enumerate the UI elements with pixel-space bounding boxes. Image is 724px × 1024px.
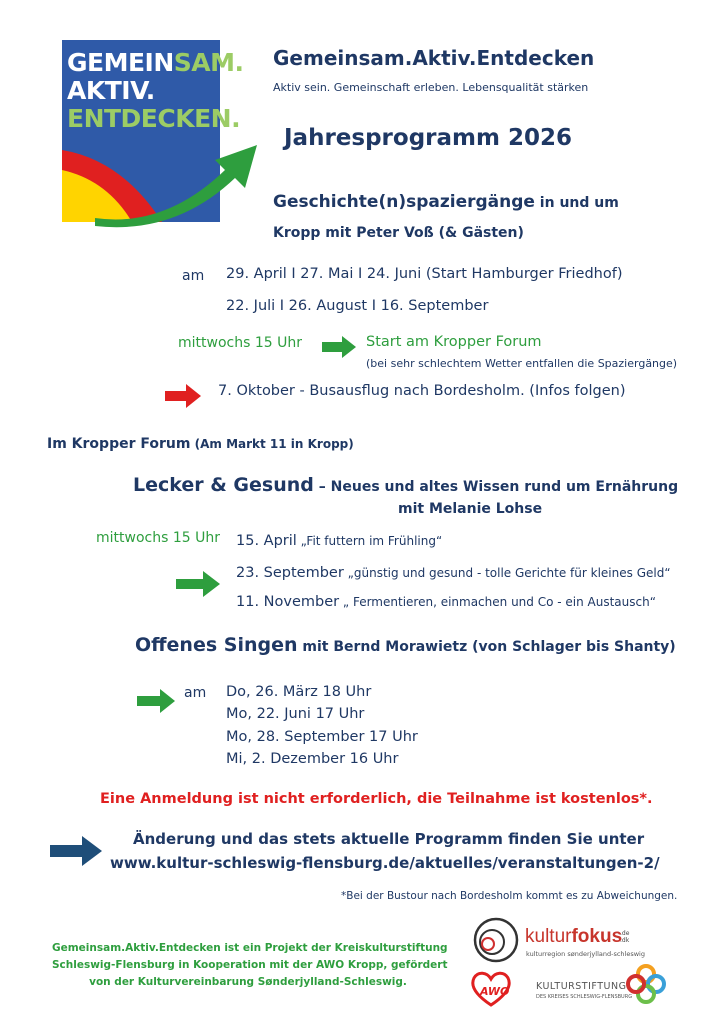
kulturfokus-tld: .dk (620, 937, 630, 944)
kulturfokus-circle-icon (472, 916, 522, 964)
arrow-right-green-icon (176, 571, 220, 597)
walks-start: Start am Kropper Forum (366, 334, 542, 350)
footer-line: von der Kulturvereinbarung Sønderjylland-Schleswig. (89, 976, 407, 988)
footer-line: Gemeinsam.Aktiv.Entdecken ist ein Projekt der Kreiskulturstiftung (52, 942, 448, 954)
singen-date-3: Mo, 28. September 17 Uhr (226, 729, 418, 745)
lecker-event-topic: „günstig und gesund - tolle Gerichte für kleines Geld“ (343, 566, 671, 580)
walks-dates-line1: 29. April I 27. Mai I 24. Juni (Start Hamburger Friedhof) (226, 266, 623, 282)
singen-date-1: Do, 26. März 18 Uhr (226, 684, 372, 700)
forum-address: (Am Markt 11 in Kropp) (190, 437, 354, 451)
awo-text: AWO (480, 985, 510, 998)
walks-heading-line2: Kropp mit Peter Voß (& Gästen) (273, 225, 524, 241)
footer-line: Schleswig-Flensburg in Kooperation mit der AWO Kropp, gefördert (52, 959, 448, 971)
walks-heading-main: Geschichte(n)spaziergänge (273, 192, 535, 212)
singen-date-2: Mo, 22. Juni 17 Uhr (226, 706, 365, 722)
lecker-event-date: 15. April (236, 533, 297, 549)
lecker-with: mit Melanie Lohse (398, 501, 543, 517)
walks-dates-line2: 22. Juli I 26. August I 16. September (226, 298, 489, 314)
lecker-heading (133, 474, 678, 496)
arrow-right-green-icon (322, 336, 356, 358)
logo-text-entdecken: ENTDECKEN. (67, 104, 241, 133)
footer-text (52, 940, 448, 991)
singen-date-4: Mi, 2. Dezember 16 Uhr (226, 751, 399, 767)
page-title: Gemeinsam.Aktiv.Entdecken (273, 46, 595, 70)
kulturfokus-logo (472, 916, 672, 964)
walks-heading (273, 192, 619, 212)
walks-weekday: mittwochs 15 Uhr (178, 335, 302, 351)
lecker-title: Lecker & Gesund (133, 474, 314, 496)
kulturfokus-fokus: fokus (571, 926, 623, 947)
awo-logo (468, 968, 514, 1008)
singen-subtitle: mit Bernd Morawietz (von Schlager bis Shanty) (297, 639, 676, 655)
info-url[interactable]: www.kultur-schleswig-flensburg.de/aktuelles/veranstaltungen-2/ (110, 854, 660, 872)
singen-heading (135, 634, 676, 656)
walks-heading-rest: in und um (534, 195, 619, 211)
singen-am: am (184, 685, 207, 701)
forum-heading (47, 433, 354, 452)
lecker-event-topic: „ Fermentieren, einmachen und Co - ein Austausch“ (339, 595, 656, 609)
logo-text-aktiv: AKTIV. (67, 76, 155, 105)
arrow-right-green-icon (137, 689, 175, 713)
forum-label: Im Kropper Forum (47, 436, 191, 452)
lecker-event-date: 23. September (236, 565, 344, 581)
arrow-right-blue-icon (50, 836, 102, 866)
logo-text-gemein: GEMEIN (67, 48, 174, 77)
lecker-weekday: mittwochs 15 Uhr (96, 530, 220, 546)
stiftung-flower-icon (626, 964, 666, 1004)
lecker-event-topic: „Fit futtern im Frühling“ (296, 534, 443, 548)
footnote: *Bei der Bustour nach Bordesholm kommt es zu Abweichungen. (341, 890, 678, 902)
lecker-event-date: 11. November (236, 594, 340, 610)
page-subtitle: Aktiv sein. Gemeinschaft erleben. Lebensqualität stärken (273, 81, 589, 94)
stiftung-sub: DES KREISES SCHLESWIG-FLENSBURG (536, 994, 633, 1000)
lecker-event-2 (236, 562, 671, 581)
kulturfokus-tld: .de (620, 930, 630, 937)
lecker-event-3 (236, 591, 656, 610)
walks-am: am (182, 268, 205, 284)
info-line: Änderung und das stets aktuelle Programm finden Sie unter (133, 830, 645, 848)
registration-notice: Eine Anmeldung ist nicht erforderlich, die Teilnahme ist kostenlos*. (100, 791, 653, 807)
year-title: Jahresprogramm 2026 (284, 125, 572, 151)
arrow-right-red-icon (165, 384, 201, 408)
kulturfokus-sub: kulturregion sønderjylland-schleswig (526, 950, 645, 958)
lecker-subtitle: – Neues und altes Wissen rund um Ernährung (313, 479, 679, 495)
kulturfokus-kultur: kultur (525, 926, 572, 947)
green-arrow-icon (95, 140, 260, 230)
stiftung-text: KULTURSTIFTUNG (536, 981, 627, 992)
singen-title: Offenes Singen (135, 634, 298, 656)
walks-excursion: 7. Oktober - Busausflug nach Bordesholm. (Infos folgen) (218, 383, 626, 399)
lecker-event-1 (236, 530, 442, 549)
walks-weather-note: (bei sehr schlechtem Wetter entfallen die Spaziergänge) (366, 357, 678, 370)
logo-text-sam: SAM. (173, 48, 244, 77)
